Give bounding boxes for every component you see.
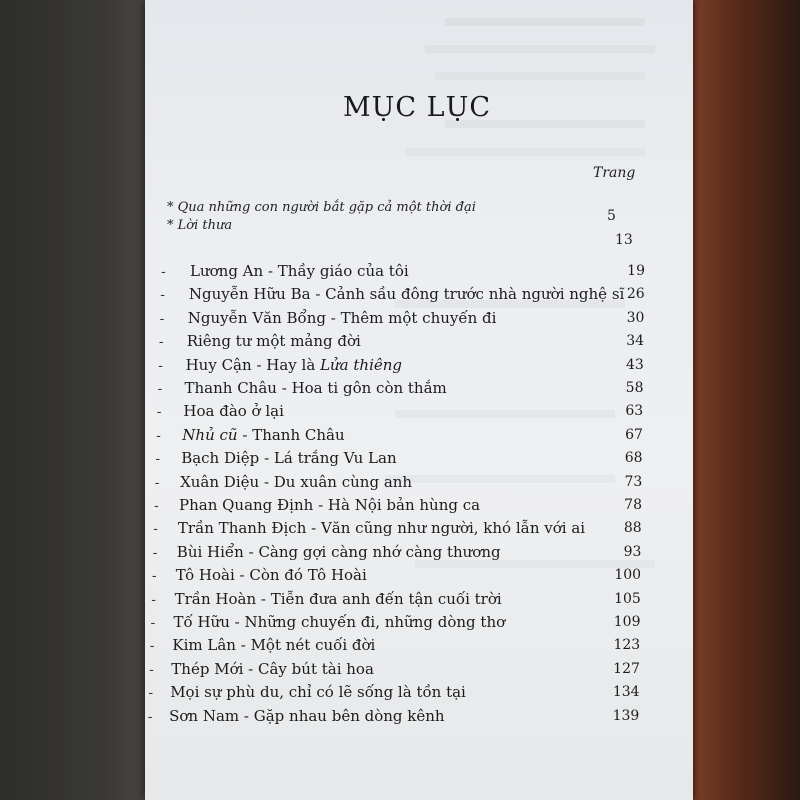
toc-row [145, 332, 693, 354]
toc-entry-author: Tô Hoài [175, 566, 235, 585]
toc-entry-author: Nguyễn Văn Bổng [187, 308, 326, 327]
toc-entry-author: Riêng tư một mảng đời [186, 332, 361, 351]
page-title: MỤC LỤC [343, 92, 491, 123]
toc-row [145, 496, 693, 518]
toc-row [145, 356, 693, 378]
toc-dash: - [158, 357, 163, 374]
toc-row [145, 660, 693, 682]
toc-entry [185, 379, 447, 397]
toc-page-number: 88 [623, 520, 642, 537]
toc-row [145, 309, 693, 331]
toc-entry-author: Kim Lân [172, 636, 236, 655]
toc-dash: - [154, 474, 160, 491]
toc-dash: - [148, 685, 154, 702]
toc-row [145, 543, 693, 565]
toc-dash: - [151, 591, 156, 608]
toc-dash: - [151, 568, 157, 585]
toc-entry-separator: - [276, 379, 292, 397]
toc-entry-title: Hoa ti gôn còn thắm [291, 379, 447, 397]
toc-entry-separator: - [263, 262, 278, 280]
toc-entry-separator: - [229, 613, 245, 631]
toc-row [145, 707, 693, 729]
toc-dash: - [147, 708, 153, 725]
book-page [145, 0, 693, 800]
toc-entry [189, 285, 624, 303]
toc-dash: - [158, 334, 164, 351]
toc-entry [177, 543, 501, 561]
toc-dash: - [156, 404, 162, 421]
toc-entry-separator: - [310, 285, 326, 304]
toc-entry [169, 707, 445, 725]
toc-entry-title: Còn đó Tô Hoài [249, 566, 367, 585]
toc-entry [176, 566, 367, 584]
toc-entry [181, 449, 396, 467]
toc-entry-author: Mọi sự phù du, chỉ có lẽ sống là tồn tại [170, 683, 466, 702]
toc-entry-author: Thanh Châu [184, 379, 277, 397]
toc-row [145, 636, 693, 658]
toc-entry-separator: - [243, 659, 259, 678]
toc-entry-title: Tiễn đưa anh đến tận cuối trời [270, 589, 502, 608]
toc-entry-title: Du xuân cùng anh [273, 472, 413, 491]
toc-page-number: 30 [626, 309, 645, 326]
toc-entry-title: Thanh Châu [252, 425, 345, 444]
toc-dash: - [153, 521, 159, 538]
toc-entry [171, 660, 374, 678]
toc-page-number: 105 [614, 590, 641, 607]
toc-entry-separator: - [325, 308, 341, 327]
toc-row [145, 613, 693, 635]
toc-entry [190, 262, 409, 280]
toc-entry-title: Cảnh sầu đông trước nhà người nghệ sĩ [325, 285, 625, 304]
toc-page-number: 109 [613, 614, 641, 630]
toc-entry-author: Huy Cận [185, 355, 252, 374]
toc-entry-separator: - [239, 706, 254, 725]
toc-dash: - [152, 544, 158, 561]
toc-entry-author: Xuân Diệu [180, 472, 260, 491]
toc-entry-author: Bùi Hiển [176, 542, 244, 561]
toc-entry-title: Cây bút tài hoa [258, 659, 374, 678]
toc-dash: - [150, 615, 156, 631]
toc-dash: - [161, 264, 166, 280]
toc-entry [186, 356, 402, 374]
toc-entry-author: Tố Hữu [173, 613, 230, 631]
toc-entry-title: Lá trắng Vu Lan [273, 449, 397, 468]
toc-entry-title: Thầy giáo của tôi [277, 262, 409, 280]
toc-page-number: 123 [613, 637, 641, 654]
toc-entry [188, 309, 497, 327]
toc-page-number: 63 [625, 403, 644, 420]
toc-entry-author: Hoa đào ở lại [183, 402, 284, 421]
toc-entry-separator: - [256, 589, 271, 608]
toc-entry-separator: - [237, 425, 253, 444]
toc-page-number: 58 [625, 380, 644, 396]
toc-row [145, 566, 693, 588]
toc-entry-title: Thêm một chuyến đi [340, 308, 497, 327]
toc-entry-title-italic: Lửa thiêng [320, 355, 403, 374]
toc-row [145, 449, 693, 471]
toc-dash: - [149, 661, 154, 678]
toc-page-number: 127 [613, 660, 640, 677]
toc-row [145, 519, 693, 541]
toc-entry [183, 402, 284, 420]
toc-entry-title: Hà Nội bản hùng ca [327, 496, 481, 514]
toc-entry [175, 590, 502, 608]
toc-page-number: 67 [625, 426, 643, 443]
toc-dash: - [156, 427, 161, 444]
toc-entry-separator: - [243, 542, 259, 561]
toc-entry-separator: - [235, 636, 251, 655]
toc-entry [182, 426, 344, 444]
intro-item-text: * Lời thưa [167, 218, 233, 233]
toc-dash: - [149, 638, 155, 655]
toc-page-number: 34 [626, 333, 645, 350]
toc-entry-title: Những chuyến đi, những dòng thơ [244, 613, 506, 631]
toc-entry-author: Bạch Diệp [181, 449, 260, 468]
toc-entry-title: Văn cũng như người, khó lẫn với ai [320, 519, 586, 538]
background-left [0, 0, 150, 800]
toc-page-number: 19 [627, 263, 645, 279]
toc-entry-separator: - [234, 566, 250, 585]
toc-dash: - [155, 451, 161, 468]
toc-page-number: 93 [623, 543, 642, 560]
intro-item-page: 13 [615, 232, 633, 248]
toc-entry-separator: - [259, 449, 274, 468]
intro-item-page: 5 [607, 208, 616, 224]
toc-page-number: 78 [624, 497, 642, 513]
toc-row [145, 402, 693, 424]
toc-dash: - [160, 287, 166, 304]
toc-entry [180, 473, 412, 491]
toc-dash: - [159, 310, 165, 327]
toc-entry [178, 519, 585, 537]
toc-row [145, 590, 693, 612]
toc-page-number: 26 [626, 286, 645, 303]
toc-entry-author: Lương An [190, 262, 264, 280]
page-column-label: Trang [593, 165, 636, 181]
toc-row [145, 262, 693, 284]
toc-row [145, 285, 693, 307]
toc-entry [179, 496, 480, 514]
toc-page-number: 68 [624, 450, 643, 467]
toc-entry-title: Hay là [266, 355, 321, 374]
toc-entry-author: Trần Thanh Địch [177, 519, 307, 538]
toc-entry-separator: - [306, 519, 321, 538]
toc-entry-author: Sơn Nam [169, 706, 240, 725]
toc-page-number: 73 [624, 473, 643, 490]
toc-entry-title: Một nét cuối đời [250, 636, 376, 655]
toc-entry-separator: - [313, 496, 328, 514]
toc-row [145, 379, 693, 401]
toc-entry [172, 636, 375, 654]
toc-entry-author: Nguyễn Hữu Ba [188, 285, 311, 304]
toc-entry [174, 613, 506, 631]
toc-row [145, 473, 693, 495]
toc-entry-author: Nhủ cũ [182, 425, 238, 444]
toc-dash: - [157, 381, 163, 397]
toc-dash: - [154, 498, 159, 514]
toc-page-number: 139 [612, 707, 640, 724]
toc-entry-author: Trần Hoàn [174, 589, 257, 608]
toc-entry [187, 332, 361, 350]
toc-entry [170, 683, 466, 701]
toc-entry-separator: - [259, 472, 274, 491]
toc-entry-separator: - [251, 355, 267, 374]
toc-page-number: 100 [614, 567, 642, 584]
toc-entry-author: Thép Mới [171, 659, 244, 678]
toc-entry-title: Gặp nhau bên dòng kênh [253, 706, 445, 725]
toc-page-number: 134 [612, 684, 640, 701]
intro-item-text: * Qua những con người bắt gặp cả một thời đại [167, 200, 476, 215]
toc-row [145, 426, 693, 448]
toc-entry-title: Càng gợi càng nhớ càng thương [258, 542, 501, 561]
toc-page-number: 43 [625, 356, 644, 373]
background-right [690, 0, 800, 800]
toc-entry-author: Phan Quang Định [179, 496, 314, 514]
toc-row [145, 683, 693, 705]
